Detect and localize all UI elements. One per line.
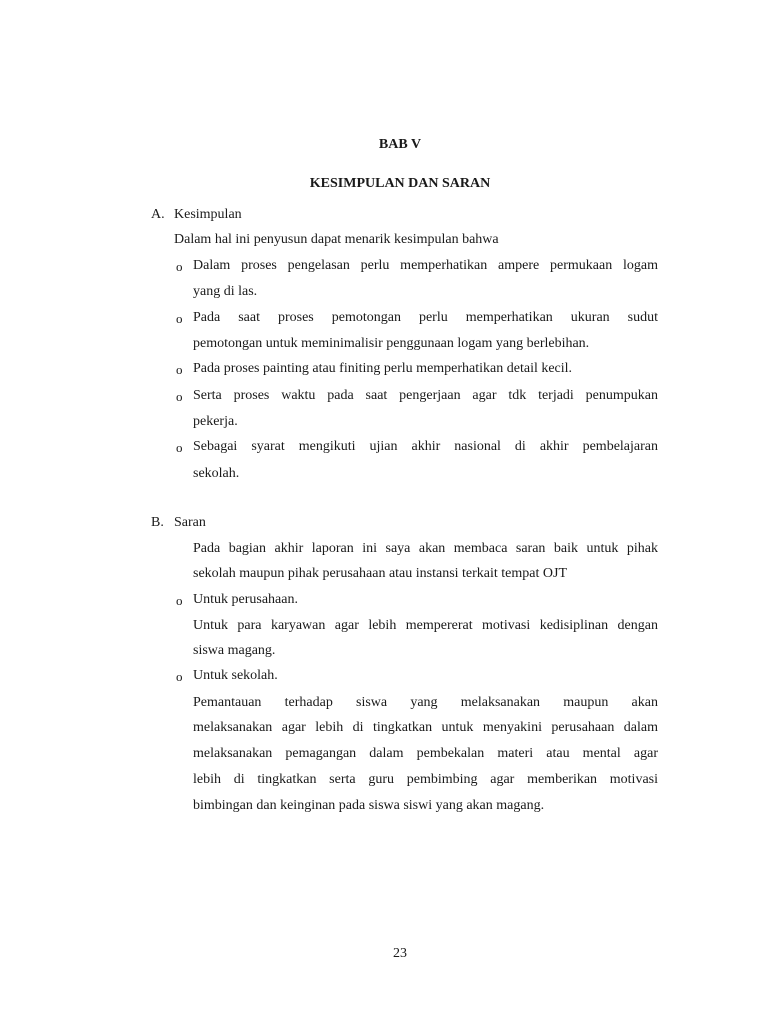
suggestion-item-2-title: Untuk sekolah. [193, 668, 278, 683]
conclusion-item-4-line-1: Serta proses waktu pada saat pengerjaan agar tdk terjadi penumpukan [193, 388, 658, 403]
conclusion-item-3-line-1: Pada proses painting atau finiting perlu memperhatikan detail kecil. [193, 361, 573, 376]
conclusion-item-1-line-2: yang di las. [193, 284, 258, 299]
bullet-marker: o [176, 362, 183, 377]
bullet-marker: o [176, 669, 183, 684]
section-b-intro-line-1: Pada bagian akhir laporan ini saya akan membaca saran baik untuk pihak [193, 541, 658, 556]
page-number: 23 [393, 946, 407, 961]
conclusion-item-5-line-1: Sebagai syarat mengikuti ujian akhir nasional di akhir pembelajaran [193, 439, 658, 454]
suggestion-item-2-line-4: lebih di tingkatkan serta guru pembimbing agar memberikan motivasi [193, 772, 658, 787]
section-b-letter: B. [151, 515, 164, 530]
chapter-title: KESIMPULAN DAN SARAN [309, 176, 491, 191]
conclusion-item-5-line-2: sekolah. [193, 466, 240, 481]
conclusion-item-2-line-1: Pada saat proses pemotongan perlu memperhatikan ukuran sudut [193, 310, 658, 325]
bullet-marker: o [176, 593, 183, 608]
conclusion-item-2-line-2: pemotongan untuk meminimalisir penggunaan logam yang berlebihan. [193, 336, 590, 351]
bullet-marker: o [176, 389, 183, 404]
suggestion-item-2-line-5: bimbingan dan keinginan pada siswa siswi yang akan magang. [193, 798, 545, 813]
bullet-marker: o [176, 259, 183, 274]
chapter-heading: BAB V [378, 137, 422, 152]
bullet-marker: o [176, 311, 183, 326]
suggestion-item-1-line-2: siswa magang. [193, 643, 276, 658]
section-a-label: Kesimpulan [174, 207, 242, 222]
suggestion-item-2-line-1: Pemantauan terhadap siswa yang melaksanakan maupun akan [193, 695, 658, 710]
section-a-letter: A. [151, 207, 165, 222]
suggestion-item-1-line-1: Untuk para karyawan agar lebih mempererat motivasi kedisiplinan dengan [193, 618, 658, 633]
bullet-marker: o [176, 440, 183, 455]
suggestion-item-2-line-2: melaksanakan agar lebih di tingkatkan untuk menyakini perusahaan dalam [193, 720, 658, 735]
conclusion-item-4-line-2: pekerja. [193, 414, 238, 429]
conclusion-item-1-line-1: Dalam proses pengelasan perlu memperhatikan ampere permukaan logam [193, 258, 658, 273]
suggestion-item-2-line-3: melaksanakan pemagangan dalam pembekalan materi atau mental agar [193, 746, 658, 761]
section-b-intro-line-2: sekolah maupun pihak perusahaan atau instansi terkait tempat OJT [193, 566, 568, 581]
section-b-label: Saran [174, 515, 206, 530]
suggestion-item-1-title: Untuk perusahaan. [193, 592, 298, 607]
section-a-intro: Dalam hal ini penyusun dapat menarik kesimpulan bahwa [174, 232, 499, 247]
